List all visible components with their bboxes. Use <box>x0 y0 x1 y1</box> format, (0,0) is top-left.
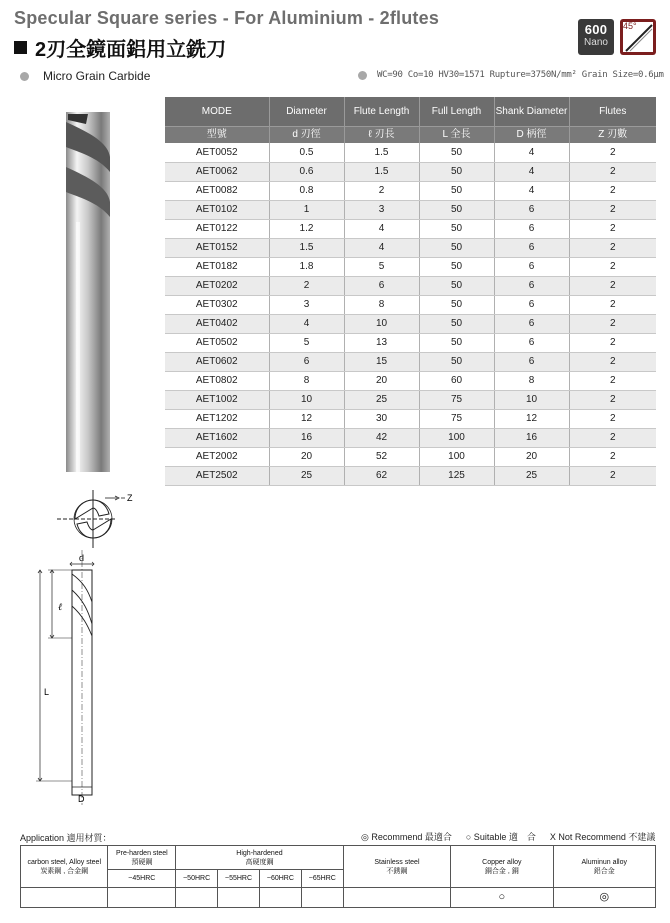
hrc-50: ~50HRC <box>176 870 218 888</box>
rating-legend <box>361 830 655 843</box>
table-cell: 6 <box>494 200 569 219</box>
table-row <box>165 371 656 390</box>
rating-aluminium: ◎ <box>553 888 655 908</box>
app-col-highhard-zh: 高硬度鋼 <box>245 858 274 866</box>
table-cell: 2 <box>569 276 656 295</box>
legend-suitable: ○ Suitable 適 合 <box>465 832 536 842</box>
material-line <box>20 69 150 83</box>
helix-angle-label: 45° <box>623 21 637 31</box>
rating-carbon <box>21 888 108 908</box>
table-cell: 62 <box>344 466 419 485</box>
table-cell: 50 <box>419 314 494 333</box>
legend-recommend: ◎ Recommend 最適合 <box>361 832 452 842</box>
table-cell: AET0802 <box>165 371 269 390</box>
col-shank-diameter-zh: D 柄徑 <box>494 126 569 143</box>
table-cell: 3 <box>269 295 344 314</box>
table-cell: 50 <box>419 143 494 162</box>
table-cell: 20 <box>269 447 344 466</box>
coating-label: Nano <box>584 37 608 48</box>
table-cell: 2 <box>569 447 656 466</box>
table-cell: 100 <box>419 447 494 466</box>
table-cell: 30 <box>344 409 419 428</box>
table-cell: AET0602 <box>165 352 269 371</box>
properties-text: WC=90 Co=10 HV30=1571 Rupture=3750N/mm² Grain Size=0.6μm <box>377 70 664 80</box>
table-row <box>165 314 656 333</box>
app-col-prehard-en: Pre-harden steel <box>115 849 168 857</box>
table-cell: 2 <box>269 276 344 295</box>
table-cell: 10 <box>269 390 344 409</box>
table-cell: 50 <box>419 352 494 371</box>
table-cell: 8 <box>344 295 419 314</box>
spec-table <box>165 97 656 486</box>
title-chinese-text: 2刃全鏡面鋁用立銑刀 <box>35 39 227 61</box>
table-cell: 1 <box>269 200 344 219</box>
table-cell: 2 <box>569 409 656 428</box>
table-cell: 10 <box>494 390 569 409</box>
table-row <box>165 143 656 162</box>
app-col-stainless <box>343 846 450 888</box>
col-flutes-zh: Z 刃數 <box>569 126 656 143</box>
table-cell: 6 <box>494 219 569 238</box>
table-row <box>165 162 656 181</box>
bullet-dot-icon <box>20 72 29 81</box>
app-col-highhard <box>176 846 344 870</box>
app-header-row <box>21 846 656 870</box>
col-flute-length-zh: ℓ 刃長 <box>344 126 419 143</box>
rating-copper: ○ <box>451 888 553 908</box>
table-cell: 4 <box>344 219 419 238</box>
col-diameter: Diameter <box>269 97 344 126</box>
application-heading: Application 適用材質： <box>20 833 112 843</box>
table-cell: 75 <box>419 409 494 428</box>
table-row <box>165 352 656 371</box>
table-row <box>165 447 656 466</box>
table-cell: 1.5 <box>269 238 344 257</box>
table-cell: 25 <box>269 466 344 485</box>
table-cell: 2 <box>569 333 656 352</box>
rating-45hrc <box>108 888 176 908</box>
app-col-highhard-en: High-hardened <box>236 849 283 857</box>
table-row <box>165 257 656 276</box>
legend-not-recommend: X Not Recommend 不建議 <box>549 832 656 842</box>
rating-50hrc <box>176 888 218 908</box>
table-cell: 8 <box>269 371 344 390</box>
label-d: d <box>79 553 85 563</box>
table-cell: 25 <box>494 466 569 485</box>
table-cell: 10 <box>344 314 419 333</box>
table-cell: 20 <box>344 371 419 390</box>
app-col-aluminium-en: Aluminun alloy <box>581 858 628 866</box>
table-cell: 2 <box>569 390 656 409</box>
table-cell: 50 <box>419 333 494 352</box>
col-full-length-zh: L 全長 <box>419 126 494 143</box>
table-cell: 2 <box>569 314 656 333</box>
table-cell: 20 <box>494 447 569 466</box>
table-cell: 0.6 <box>269 162 344 181</box>
end-mill-dimension-diagram <box>28 550 118 805</box>
table-cell: 50 <box>419 162 494 181</box>
app-col-carbon-zh: 炭素鋼 , 合金鋼 <box>40 867 89 875</box>
end-mill-cross-section-diagram <box>55 488 145 550</box>
app-col-aluminium <box>553 846 655 888</box>
hrc-65: ~65HRC <box>301 870 343 888</box>
table-cell: AET0082 <box>165 181 269 200</box>
table-cell: 2 <box>344 181 419 200</box>
helix-angle-badge <box>620 19 656 55</box>
table-cell: 50 <box>419 257 494 276</box>
table-cell: 1.8 <box>269 257 344 276</box>
table-row <box>165 466 656 485</box>
table-cell: 12 <box>269 409 344 428</box>
table-cell: 8 <box>494 371 569 390</box>
app-col-aluminium-zh: 鋁合金 <box>593 867 615 875</box>
label-D: D <box>78 794 85 804</box>
table-cell: AET0122 <box>165 219 269 238</box>
app-col-prehard <box>108 846 176 870</box>
table-cell: 6 <box>494 257 569 276</box>
table-cell: 42 <box>344 428 419 447</box>
table-cell: 6 <box>269 352 344 371</box>
bullet-dot-icon <box>358 71 367 80</box>
table-cell: AET0102 <box>165 200 269 219</box>
table-row <box>165 276 656 295</box>
table-cell: 50 <box>419 295 494 314</box>
table-cell: 13 <box>344 333 419 352</box>
app-col-copper-en: Copper alloy <box>482 858 522 866</box>
table-cell: 5 <box>269 333 344 352</box>
rating-55hrc <box>218 888 260 908</box>
col-mode-zh: 型號 <box>165 126 269 143</box>
table-cell: 6 <box>494 276 569 295</box>
table-cell: AET0302 <box>165 295 269 314</box>
table-cell: 2 <box>569 219 656 238</box>
table-cell: 2 <box>569 181 656 200</box>
table-cell: 6 <box>494 238 569 257</box>
table-cell: 2 <box>569 257 656 276</box>
table-cell: 1.5 <box>344 143 419 162</box>
header-row-zh <box>165 126 656 143</box>
properties-line <box>358 70 664 80</box>
table-cell: 125 <box>419 466 494 485</box>
hrc-55: ~55HRC <box>218 870 260 888</box>
table-cell: 2 <box>569 162 656 181</box>
table-cell: 16 <box>494 428 569 447</box>
table-cell: 15 <box>344 352 419 371</box>
table-cell: 2 <box>569 143 656 162</box>
rating-65hrc <box>301 888 343 908</box>
table-cell: 2 <box>569 295 656 314</box>
app-col-prehard-zh: 預硬鋼 <box>131 858 153 866</box>
table-cell: AET0202 <box>165 276 269 295</box>
spec-table-body <box>165 143 656 485</box>
table-cell: AET0152 <box>165 238 269 257</box>
table-cell: 6 <box>494 295 569 314</box>
table-cell: 50 <box>419 181 494 200</box>
table-cell: 60 <box>419 371 494 390</box>
table-cell: 6 <box>494 333 569 352</box>
table-cell: AET0402 <box>165 314 269 333</box>
table-cell: AET1202 <box>165 409 269 428</box>
table-row <box>165 200 656 219</box>
col-mode: MODE <box>165 97 269 126</box>
table-cell: 50 <box>419 238 494 257</box>
table-cell: 4 <box>344 238 419 257</box>
table-cell: 2 <box>569 352 656 371</box>
table-cell: AET1602 <box>165 428 269 447</box>
table-row <box>165 181 656 200</box>
table-cell: 75 <box>419 390 494 409</box>
table-cell: 16 <box>269 428 344 447</box>
table-cell: 3 <box>344 200 419 219</box>
table-row <box>165 219 656 238</box>
table-cell: 0.8 <box>269 181 344 200</box>
col-shank-diameter: Shank Diameter <box>494 97 569 126</box>
square-bullet-icon <box>14 41 27 54</box>
table-cell: 1.5 <box>344 162 419 181</box>
col-diameter-zh: d 刃徑 <box>269 126 344 143</box>
table-cell: 50 <box>419 200 494 219</box>
table-cell: AET0052 <box>165 143 269 162</box>
table-row <box>165 409 656 428</box>
label-z: Z <box>127 493 133 503</box>
material-text: Micro Grain Carbide <box>43 69 151 83</box>
table-cell: 1.2 <box>269 219 344 238</box>
table-cell: AET2502 <box>165 466 269 485</box>
table-cell: 4 <box>494 162 569 181</box>
label-L: L <box>44 687 50 697</box>
hrc-45: ~45HRC <box>108 870 176 888</box>
app-col-stainless-en: Stainless steel <box>374 858 420 866</box>
hardness-badge <box>578 19 614 55</box>
table-row <box>165 295 656 314</box>
table-cell: 50 <box>419 276 494 295</box>
table-cell: AET2002 <box>165 447 269 466</box>
table-cell: AET0502 <box>165 333 269 352</box>
col-flutes: Flutes <box>569 97 656 126</box>
table-row <box>165 238 656 257</box>
col-flute-length: Flute Length <box>344 97 419 126</box>
table-cell: 12 <box>494 409 569 428</box>
table-cell: AET1002 <box>165 390 269 409</box>
app-col-copper-zh: 銅合金 , 銅 <box>484 867 519 875</box>
hardness-value: 600 <box>584 22 608 37</box>
table-cell: 4 <box>494 181 569 200</box>
table-cell: 2 <box>569 371 656 390</box>
hrc-60: ~60HRC <box>259 870 301 888</box>
app-col-stainless-zh: 不銹鋼 <box>386 867 408 875</box>
table-cell: 6 <box>344 276 419 295</box>
table-cell: 6 <box>494 314 569 333</box>
rating-60hrc <box>259 888 301 908</box>
table-cell: AET0062 <box>165 162 269 181</box>
col-full-length: Full Length <box>419 97 494 126</box>
table-cell: 2 <box>569 466 656 485</box>
header-row-en <box>165 97 656 126</box>
table-row <box>165 333 656 352</box>
table-row <box>165 390 656 409</box>
table-cell: 100 <box>419 428 494 447</box>
end-mill-photo <box>58 112 118 482</box>
table-cell: 0.5 <box>269 143 344 162</box>
table-cell: 2 <box>569 200 656 219</box>
table-cell: AET0182 <box>165 257 269 276</box>
app-col-carbon <box>21 846 108 888</box>
table-cell: 52 <box>344 447 419 466</box>
table-cell: 25 <box>344 390 419 409</box>
table-cell: 2 <box>569 238 656 257</box>
title-english: Specular Square series - For Aluminium - 2flutes <box>14 8 440 28</box>
table-cell: 4 <box>494 143 569 162</box>
app-col-carbon-en: carbon steel, Alloy steel <box>27 858 102 866</box>
table-cell: 50 <box>419 219 494 238</box>
app-col-copper <box>451 846 553 888</box>
table-row <box>165 428 656 447</box>
application-table <box>20 845 656 908</box>
title-chinese <box>14 33 226 62</box>
table-cell: 4 <box>269 314 344 333</box>
table-cell: 5 <box>344 257 419 276</box>
table-cell: 2 <box>569 428 656 447</box>
table-cell: 6 <box>494 352 569 371</box>
label-l: ℓ <box>58 602 63 613</box>
app-rating-row <box>21 888 656 908</box>
rating-stainless <box>343 888 450 908</box>
